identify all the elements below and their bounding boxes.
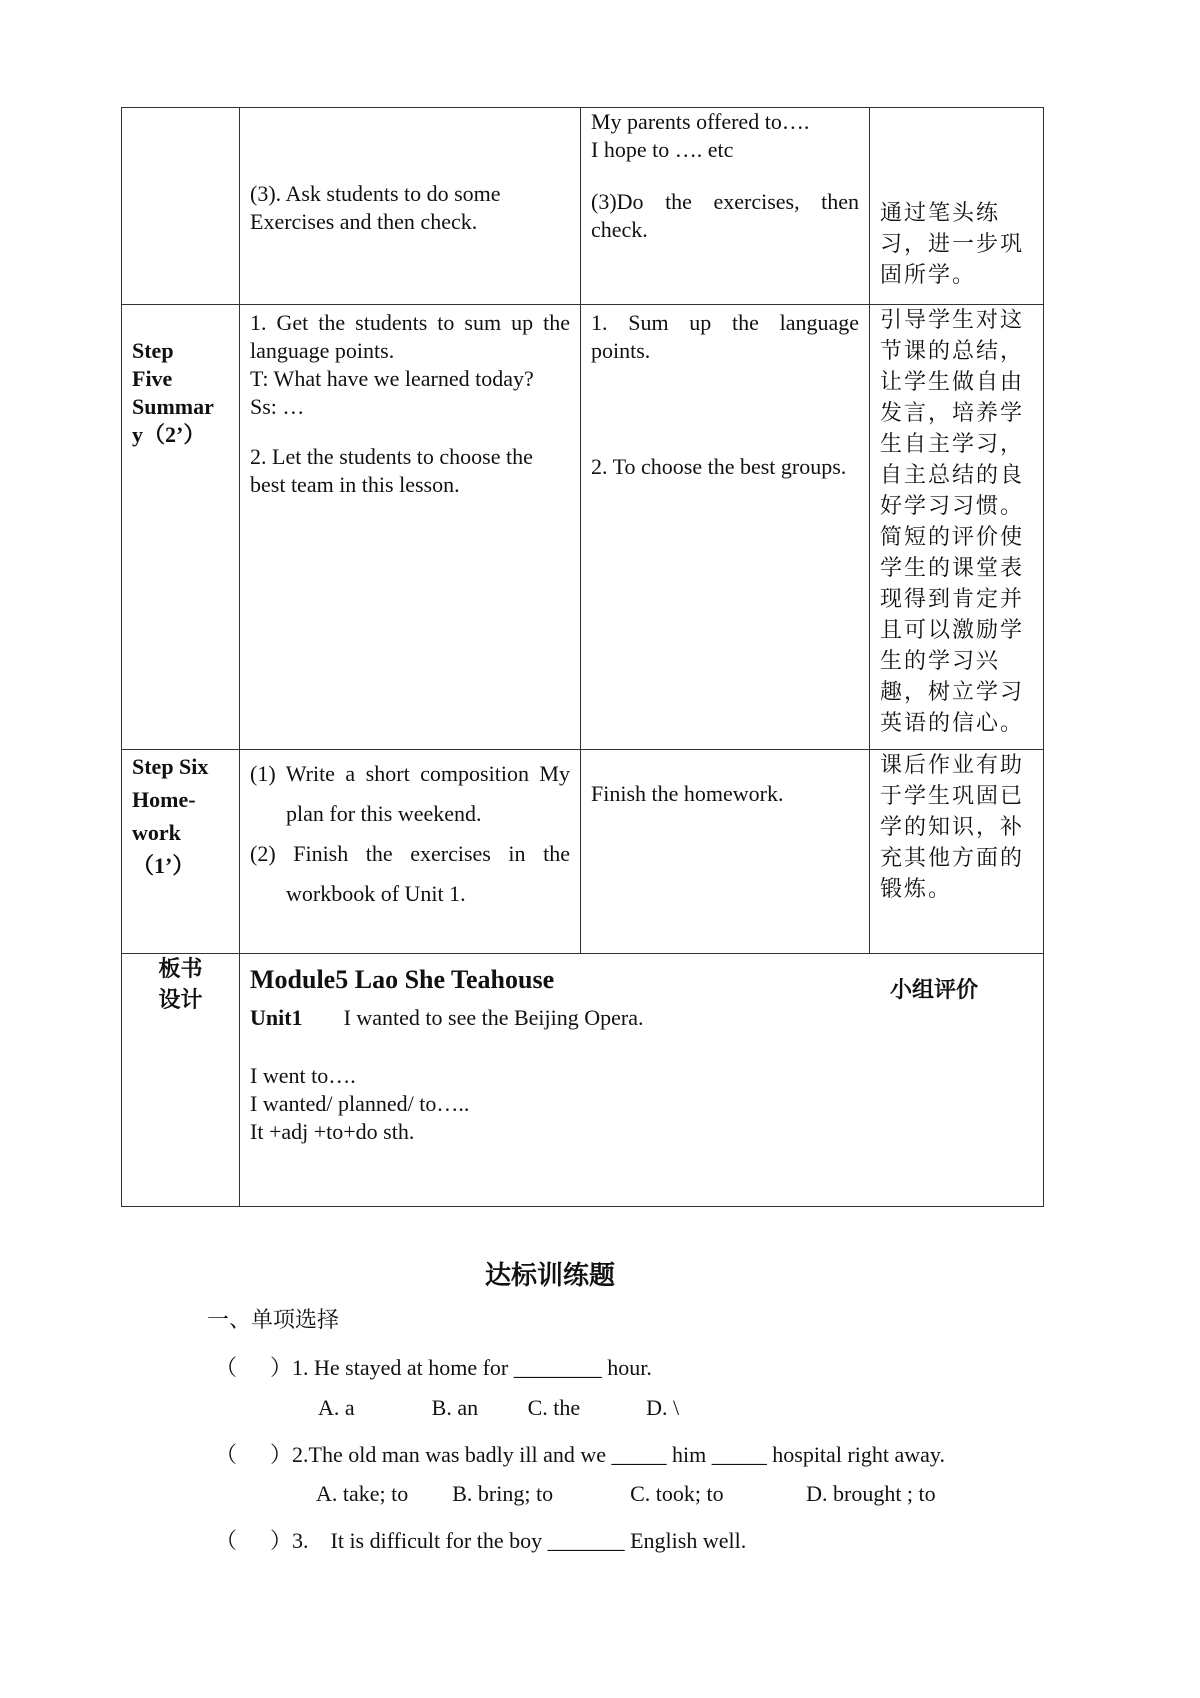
teacher-text: (3). Ask students to do some [250,181,501,206]
step-cell [122,305,240,750]
board-label-cell [122,954,240,1207]
teacher-text: (1) Write a short composition My plan for this weekend. [250,761,570,826]
module-title: Module5 Lao She Teahouse [250,965,555,994]
student-text: (3)Do the exercises, then check. [591,189,859,242]
student-text: 2. To choose the best groups. [591,454,847,479]
purpose-cell [870,750,1044,954]
table-row [122,305,1044,750]
teacher-activity-cell [240,108,581,305]
teacher-activity-cell [240,305,581,750]
step-cell [122,750,240,954]
table-row [122,108,1044,305]
purpose-cell [870,305,1044,750]
student-activity-cell [581,305,870,750]
teacher-text: 1. Get the students to sum up the language points. [250,310,570,363]
purpose-text: 引导学生对这节课的总结，让学生做自由发言，培养学生自主学习，自主总结的良好学习习惯。简短的评价使学生的课堂表现得到肯定并且可以激励学生的学习兴趣，树立学习英语的信心。 [880,308,1025,736]
question-2-options: A. take; to B. bring; to C. took; to D. brought ; to [316,1481,936,1506]
step-label: y（2’） [132,422,206,447]
unit-label: Unit1 [250,1005,303,1030]
step-cell [122,108,240,305]
board-label: 板书 [158,957,203,982]
teacher-text: 2. Let the students to choose the best team in this lesson. [250,444,533,497]
student-text: I hope to …. etc [591,137,734,162]
board-line: I went to…. [250,1063,356,1088]
exercise-title: 达标训练题 [484,1261,615,1291]
question-3: （ ）3. It is difficult for the boy _______ English well. [215,1528,747,1553]
purpose-text: 通过笔头练习，进一步巩固所学。 [880,201,1025,288]
student-text: 1. Sum up the language points. [591,310,859,363]
section-heading: 一、单项选择 [207,1308,340,1333]
step-label: Step Six [132,754,209,779]
step-label: work [132,820,181,845]
teacher-text: T: What have we learned today? [250,366,534,391]
question-2: （ ）2.The old man was badly ill and we _____ him _____ hospital right away. [215,1442,945,1467]
step-label: Home- [132,787,196,812]
teacher-text: (2) Finish the exercises in the workbook of Unit 1. [250,841,570,906]
step-label: （1’） [132,853,195,878]
unit-text: I wanted to see the Beijing Opera. [343,1005,644,1030]
purpose-text: 课后作业有助于学生巩固已学的知识，补充其他方面的锻炼。 [880,753,1025,902]
lesson-plan-table [121,107,1044,1207]
board-line: I wanted/ planned/ to….. [250,1091,470,1116]
student-activity-cell [581,108,870,305]
purpose-cell [870,108,1044,305]
student-text: Finish the homework. [591,781,784,806]
board-label: 设计 [158,988,203,1013]
step-label: Summar [132,394,214,419]
table-row [122,750,1044,954]
teacher-text: Exercises and then check. [250,209,478,234]
student-text: My parents offered to…. [591,109,810,134]
teacher-text: Ss: … [250,394,305,419]
question-1: （ ）1. He stayed at home for ________ hour. [215,1355,652,1380]
student-activity-cell [581,750,870,954]
step-label: Step [132,338,174,363]
group-evaluation-label: 小组评价 [890,978,979,1003]
step-label: Five [132,366,173,391]
question-1-options: A. a B. an C. the D. \ [318,1395,680,1420]
board-line: It +adj +to+do sth. [250,1119,415,1144]
teacher-activity-cell [240,750,581,954]
